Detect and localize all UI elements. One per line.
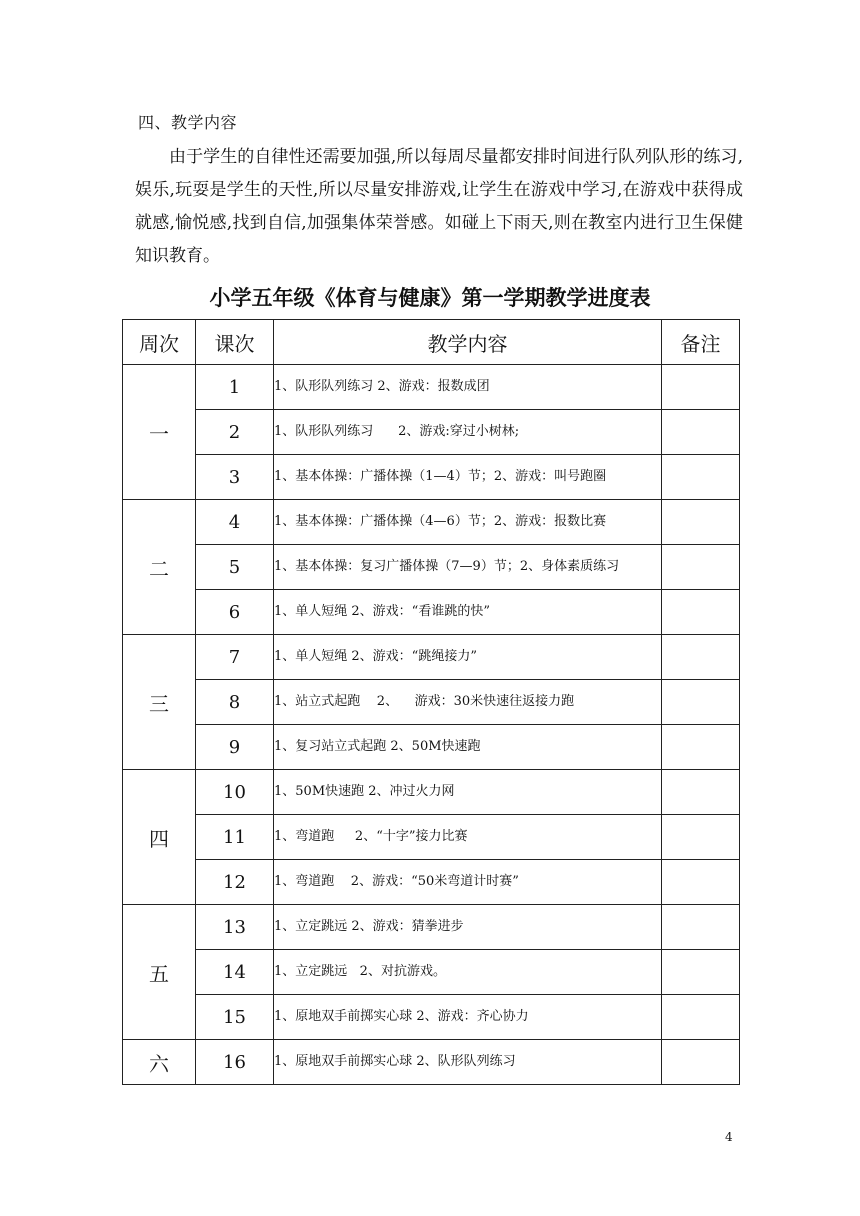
page-number: 4	[725, 1130, 733, 1144]
note-cell	[662, 905, 740, 950]
table-row	[123, 905, 740, 950]
note-cell	[662, 725, 740, 770]
note-cell	[662, 815, 740, 860]
table-row	[123, 725, 740, 770]
table-row	[123, 860, 740, 905]
table-row	[123, 995, 740, 1040]
lesson-content-cell: 1、复习站立式起跑 2、50M快速跑	[274, 725, 662, 770]
lesson-number-cell: 10	[196, 770, 274, 815]
note-cell	[662, 860, 740, 905]
header-week: 周次	[123, 320, 196, 365]
note-cell	[662, 410, 740, 455]
lesson-number-cell: 14	[196, 950, 274, 995]
lesson-content-cell: 1、站立式起跑 2、 游戏：30米快速往返接力跑	[274, 680, 662, 725]
lesson-number-cell: 8	[196, 680, 274, 725]
week-cell: 一	[123, 365, 196, 500]
lesson-content-cell: 1、队形队列练习 2、游戏:穿过小树林;	[274, 410, 662, 455]
note-cell	[662, 680, 740, 725]
table-row	[123, 635, 740, 680]
week-cell: 三	[123, 635, 196, 770]
note-cell	[662, 545, 740, 590]
lesson-number-cell: 5	[196, 545, 274, 590]
page-title: 小学五年级《体育与健康》第一学期教学进度表	[209, 286, 651, 310]
note-cell	[662, 590, 740, 635]
table-row	[123, 455, 740, 500]
lesson-number-cell: 16	[196, 1040, 274, 1085]
lesson-content-cell: 1、单人短绳 2、游戏：“看谁跳的快”	[274, 590, 662, 635]
lesson-number-cell: 6	[196, 590, 274, 635]
lesson-content-cell: 1、50M快速跑 2、冲过火力网	[274, 770, 662, 815]
lesson-number-cell: 13	[196, 905, 274, 950]
lesson-content-cell: 1、基本体操：复习广播体操（7—9）节；2、身体素质练习	[274, 545, 662, 590]
table-row	[123, 1040, 740, 1085]
lesson-content-cell: 1、队形队列练习 2、游戏：报数成团	[274, 365, 662, 410]
note-cell	[662, 500, 740, 545]
table-row	[123, 590, 740, 635]
lesson-content-cell: 1、立定跳远 2、对抗游戏。	[274, 950, 662, 995]
lesson-number-cell: 2	[196, 410, 274, 455]
lesson-number-cell: 9	[196, 725, 274, 770]
lesson-number-cell: 3	[196, 455, 274, 500]
lesson-number-cell: 15	[196, 995, 274, 1040]
lesson-content-cell: 1、弯道跑 2、游戏：“50米弯道计时赛”	[274, 860, 662, 905]
header-lesson: 课次	[196, 320, 274, 365]
table-row	[123, 500, 740, 545]
table-row	[123, 365, 740, 410]
lesson-content-cell: 1、基本体操：广播体操（1—4）节；2、游戏：叫号跑圈	[274, 455, 662, 500]
week-cell: 五	[123, 905, 196, 1040]
header-content: 教学内容	[274, 320, 662, 365]
lesson-content-cell: 1、原地双手前掷实心球 2、游戏：齐心协力	[274, 995, 662, 1040]
section-heading: 四、教学内容	[138, 113, 238, 132]
note-cell	[662, 995, 740, 1040]
lesson-number-cell: 4	[196, 500, 274, 545]
note-cell	[662, 635, 740, 680]
note-cell	[662, 365, 740, 410]
schedule-body	[123, 365, 740, 1085]
table-row	[123, 815, 740, 860]
table-row	[123, 770, 740, 815]
lesson-number-cell: 12	[196, 860, 274, 905]
table-row	[123, 950, 740, 995]
lesson-content-cell: 1、原地双手前掷实心球 2、队形队列练习	[274, 1040, 662, 1085]
lesson-number-cell: 1	[196, 365, 274, 410]
intro-paragraph: 由于学生的自律性还需要加强,所以每周尽量都安排时间进行队列队形的练习,娱乐,玩耍是学生的天性,所以尽量安排游戏,让学生在游戏中学习,在游戏中获得成就感,愉悦感,找到自信,加强集体荣誉感。如碰上下雨天,则在教室内进行卫生保健知识教育。	[135, 147, 743, 266]
lesson-content-cell: 1、弯道跑 2、“十字”接力比赛	[274, 815, 662, 860]
lesson-content-cell: 1、基本体操：广播体操（4—6）节；2、游戏：报数比赛	[274, 500, 662, 545]
schedule-table	[122, 319, 740, 1085]
table-row	[123, 545, 740, 590]
note-cell	[662, 770, 740, 815]
note-cell	[662, 950, 740, 995]
week-cell: 四	[123, 770, 196, 905]
lesson-number-cell: 11	[196, 815, 274, 860]
table-row	[123, 410, 740, 455]
table-row	[123, 680, 740, 725]
lesson-number-cell: 7	[196, 635, 274, 680]
lesson-content-cell: 1、单人短绳 2、游戏：“跳绳接力”	[274, 635, 662, 680]
week-cell: 二	[123, 500, 196, 635]
header-note: 备注	[662, 320, 740, 365]
week-cell: 六	[123, 1040, 196, 1085]
note-cell	[662, 455, 740, 500]
table-header-row	[123, 320, 740, 365]
lesson-content-cell: 1、立定跳远 2、游戏：猜拳进步	[274, 905, 662, 950]
note-cell	[662, 1040, 740, 1085]
